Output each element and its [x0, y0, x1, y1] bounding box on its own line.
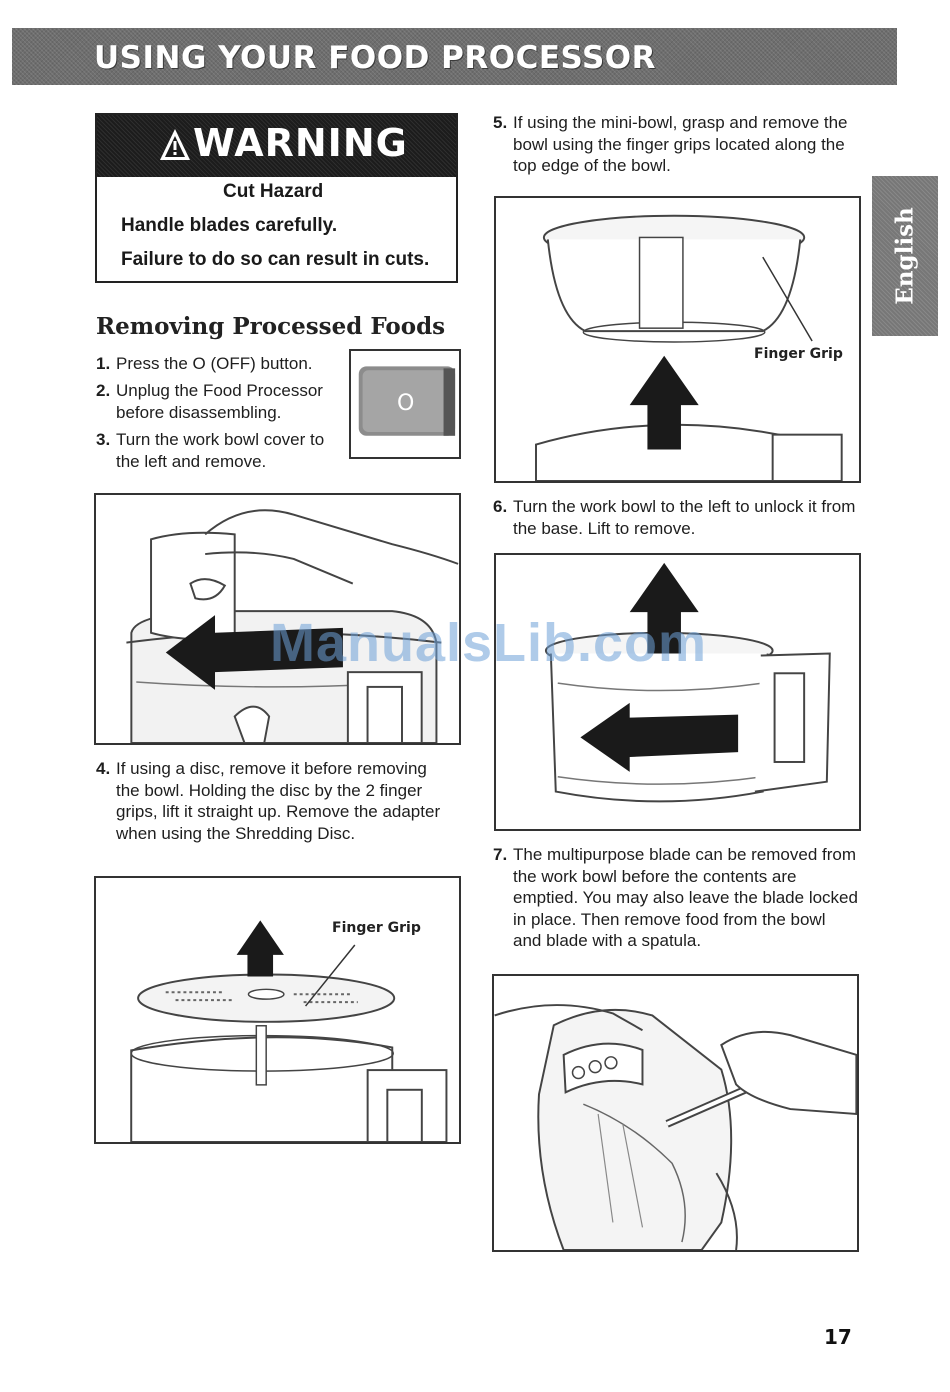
- step-number: 2.: [96, 381, 111, 400]
- step-6: [493, 496, 858, 539]
- warning-line-hazard: Cut Hazard: [223, 181, 324, 202]
- mini-bowl-figure: [494, 196, 861, 483]
- callout-leader-line: [96, 878, 459, 1142]
- section-banner: [12, 28, 897, 85]
- section-heading: Removing Processed Foods: [96, 313, 446, 340]
- step-text: Turn the work bowl to the left to unlock it from the base. Lift to remove.: [513, 497, 856, 538]
- step-text: The multipurpose blade can be removed from the work bowl before the contents are emptied. You may also leave the blade locked in place. Then remove food from the bowl and blade with a spatula.: [513, 845, 858, 950]
- warning-triangle-icon: [159, 127, 191, 163]
- step-number: 5.: [493, 113, 508, 132]
- warning-line-handle: Handle blades carefully.: [121, 215, 338, 236]
- step-4: [96, 758, 446, 844]
- page-title: USING YOUR FOOD PROCESSOR: [94, 40, 657, 76]
- warning-box: [95, 113, 458, 283]
- warning-title: WARNING: [193, 121, 408, 165]
- warning-line-failure: Failure to do so can result in cuts.: [121, 249, 430, 270]
- language-tab: [872, 176, 938, 336]
- step-2: [96, 380, 346, 423]
- step-text: Press the O (OFF) button.: [116, 354, 313, 373]
- finger-grip-callout: Finger Grip: [332, 920, 421, 936]
- arrow-up-icon: [496, 198, 859, 481]
- page-number: 17: [824, 1325, 852, 1349]
- spatula-illustration: [494, 976, 857, 1250]
- step-number: 6.: [493, 497, 508, 516]
- off-button-glyph: O: [397, 391, 415, 416]
- off-button-figure: [349, 349, 461, 459]
- step-7: [493, 844, 858, 952]
- step-text: If using the mini-bowl, grasp and remove the bowl using the finger grips located along the top edge of the bowl.: [513, 113, 848, 175]
- step-number: 3.: [96, 430, 111, 449]
- warning-header: [97, 115, 456, 177]
- step-number: 4.: [96, 759, 111, 778]
- step-1: [96, 353, 346, 375]
- language-tab-label: English: [891, 207, 919, 305]
- arrow-left-icon: [496, 555, 859, 829]
- step-5: [493, 112, 858, 177]
- spatula-figure: [492, 974, 859, 1252]
- step-text: Turn the work bowl cover to the left and remove.: [116, 430, 325, 471]
- step-text: If using a disc, remove it before removing the bowl. Holding the disc by the 2 finger grips, lift it straight up. Remove the adapter when using the Shredding Disc.: [116, 759, 441, 843]
- work-bowl-figure: [494, 553, 861, 831]
- step-number: 1.: [96, 354, 111, 373]
- remove-disc-figure: [94, 876, 461, 1144]
- step-text: Unplug the Food Processor before disassembling.: [116, 381, 323, 422]
- step-3: [96, 429, 346, 472]
- step-number: 7.: [493, 845, 508, 864]
- watermark: ManualsLib.com: [270, 613, 708, 673]
- finger-grip-callout: Finger Grip: [754, 346, 843, 362]
